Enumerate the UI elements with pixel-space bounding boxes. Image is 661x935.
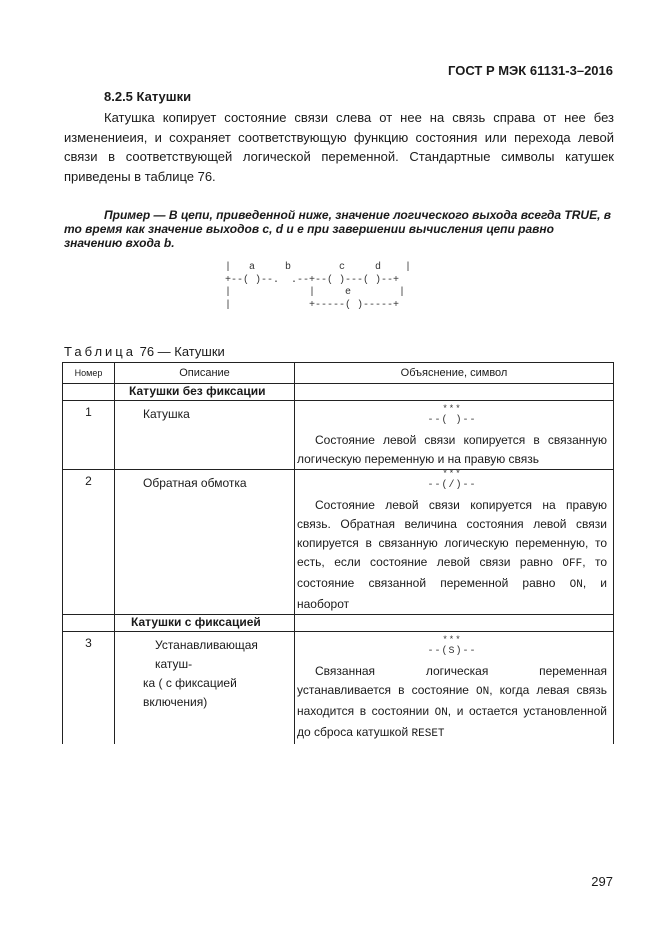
diagram-line: +--( )--. .--+--( )---( )--+ — [225, 274, 400, 286]
table-caption-title: 76 — Катушки — [135, 344, 225, 359]
group-cell-empty — [63, 384, 115, 401]
group-cell-empty — [295, 384, 614, 401]
explanation-text-part: , то состояние связанной переменной равно — [297, 555, 607, 590]
table-group-row — [63, 615, 614, 632]
table-caption — [64, 344, 225, 359]
description-line: Катушка — [143, 407, 190, 421]
symbol-variable-placeholder: *** — [442, 635, 462, 645]
state-value: ON — [569, 579, 583, 591]
group-label: Катушки с фиксацией — [115, 615, 295, 632]
example-note — [64, 208, 614, 250]
description-line: ка ( с фиксацией включения) — [143, 676, 237, 709]
column-header-description: Описание — [115, 363, 295, 384]
table-header-row — [63, 363, 614, 384]
ladder-diagram — [225, 262, 411, 312]
coil-symbol — [297, 634, 607, 658]
section-title: 8.2.5 Катушки — [104, 89, 192, 104]
coil-symbol — [297, 403, 607, 427]
example-text: Пример — В цепи, приведенной ниже, значение логического выхода всегда TRUE, в то время как значение выходов c, d и e при завершении вычисления цепи равно значению входа b. — [64, 208, 611, 250]
symbol-graphic: --(S)-- — [427, 646, 477, 657]
explanation-text-content: Состояние левой связи копируется в связанную логическую переменную и на правую связь — [297, 433, 607, 466]
state-value: ON — [434, 707, 448, 719]
explanation-text-part: , и остается установленной до сброса катушкой — [297, 704, 607, 739]
table-row — [63, 401, 614, 470]
explanation-text-part: Связанная логическая переменная устанавливается в состояние — [297, 664, 607, 697]
row-description — [115, 632, 295, 745]
symbol-graphic: --( )-- — [427, 415, 477, 426]
row-number: 2 — [63, 470, 115, 615]
symbol-variable-placeholder: *** — [442, 469, 462, 479]
explanation-text — [297, 662, 607, 744]
table-row — [63, 470, 614, 615]
column-header-number: Номер — [63, 363, 115, 384]
row-description — [115, 401, 295, 470]
diagram-line: | +-----( )-----+ — [225, 299, 400, 311]
row-number: 1 — [63, 401, 115, 470]
explanation-text-part: , когда левая связь находится в состоянии — [297, 683, 607, 718]
coil-name: RESET — [411, 728, 445, 740]
state-value: OFF — [562, 558, 583, 570]
description-line: Устанавливающая катуш- — [155, 638, 258, 671]
group-label: Катушки без фиксации — [115, 384, 295, 401]
table-caption-label: Таблица — [64, 344, 136, 359]
section-paragraph — [64, 108, 614, 186]
document-header: ГОСТ Р МЭК 61131-3–2016 — [448, 63, 613, 78]
explanation-text-part: , и наоборот — [297, 576, 608, 611]
group-cell-empty — [295, 615, 614, 632]
row-number: 3 — [63, 632, 115, 745]
explanation-text — [297, 431, 607, 469]
table-row — [63, 632, 614, 745]
row-explanation — [295, 470, 614, 615]
symbol-graphic: --(/)-- — [427, 480, 477, 491]
page-number: 297 — [591, 874, 613, 889]
group-cell-empty — [63, 615, 115, 632]
diagram-line: | | e | — [225, 287, 406, 298]
description-line: Обратная обмотка — [143, 476, 247, 490]
row-explanation — [295, 632, 614, 745]
state-value: ON — [476, 686, 490, 698]
explanation-text — [297, 496, 607, 614]
column-header-explanation: Объяснение, символ — [295, 363, 614, 384]
symbol-variable-placeholder: *** — [442, 404, 462, 414]
coil-symbol — [297, 468, 607, 492]
section-paragraph-text: Катушка копирует состояние связи слева от нее на связь справа от нее без изменениеия, и сохраняет соответствующую функцию состояния или перехода левой связи в соответствующей логической переменной. Стандартные символы катушек приведены в таблице 76. — [64, 110, 614, 184]
diagram-line: | a b c d | — [225, 262, 412, 273]
row-description — [115, 470, 295, 615]
table-group-row — [63, 384, 614, 401]
coils-table — [62, 362, 614, 744]
explanation-text-part: Состояние левой связи копируется на правую связь. Обратная величина состояния левой связи копируется в связанную логическую переменную, то есть, если состояние левой связи равно — [297, 498, 607, 569]
row-explanation — [295, 401, 614, 470]
